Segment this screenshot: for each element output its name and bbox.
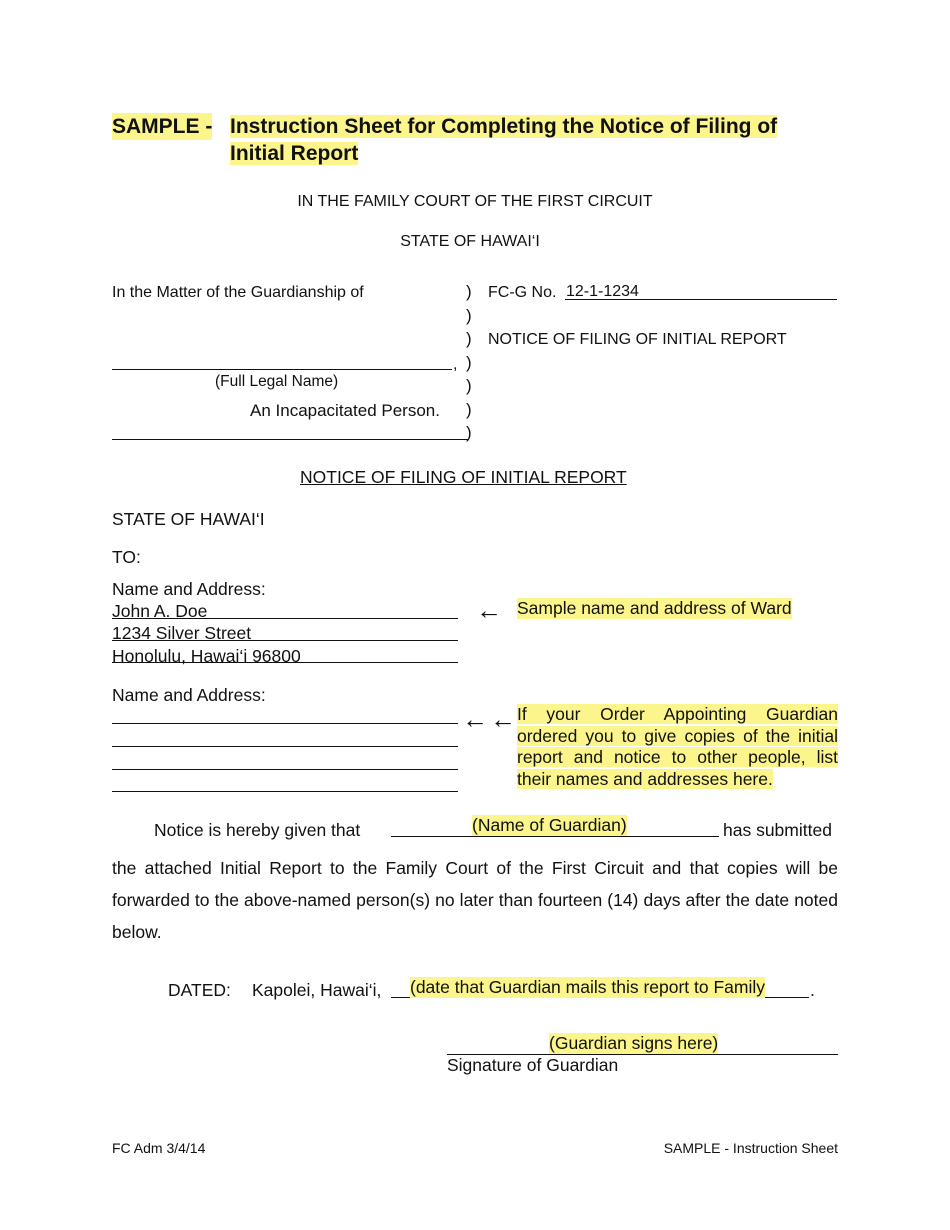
case-number-line xyxy=(565,299,837,300)
guardian-name-placeholder[interactable]: (Name of Guardian) xyxy=(472,815,627,835)
body-state: STATE OF HAWAI‘I xyxy=(112,509,265,529)
dated-label: DATED: xyxy=(168,980,231,1000)
dated-period: . xyxy=(810,980,815,1000)
ward-note: Sample name and address of Ward xyxy=(517,598,792,618)
case-number-value[interactable]: 12-1-1234 xyxy=(566,283,639,300)
ward-city[interactable]: Honolulu, Hawai‘i 96800 xyxy=(112,646,301,666)
title-line-2: Initial Report xyxy=(230,142,359,165)
ward-name-line[interactable] xyxy=(112,369,452,370)
page-title xyxy=(230,113,840,167)
date-placeholder[interactable]: (date that Guardian mails this report to Family xyxy=(410,977,766,997)
sample-label: SAMPLE - xyxy=(112,115,213,138)
arrow-left-icon: ← xyxy=(476,595,502,625)
others-line-3[interactable] xyxy=(112,769,458,770)
court-name: IN THE FAMILY COURT OF THE FIRST CIRCUIT xyxy=(297,193,653,210)
others-line-2[interactable] xyxy=(112,746,458,747)
guardian-name-line[interactable] xyxy=(391,836,719,837)
title-line-1: Instruction Sheet for Completing the Notice of Filing of xyxy=(230,115,778,138)
full-legal-name-label: (Full Legal Name) xyxy=(215,373,339,390)
arrow-left-icon: ← xyxy=(462,704,488,734)
notice-prefix: Notice is hereby given that xyxy=(154,820,361,840)
to-label: TO: xyxy=(112,547,141,567)
dated-place: Kapolei, Hawai‘i, xyxy=(252,980,382,1000)
ward-street[interactable]: 1234 Silver Street xyxy=(112,623,252,643)
caption-document-title: NOTICE OF FILING OF INITIAL REPORT xyxy=(488,331,787,348)
incapacitated-label: An Incapacitated Person. xyxy=(250,401,440,420)
others-note-text: If your Order Appointing Guardian ordered you to give copies of the initial report and notice to other people, list their names and addresses here. xyxy=(517,704,838,789)
caption-parens: ) ) ) ) ) ) ) xyxy=(466,282,472,442)
others-line-1[interactable] xyxy=(112,723,458,724)
others-note xyxy=(517,704,838,790)
others-line-4[interactable] xyxy=(112,791,458,792)
ward-name[interactable]: John A. Doe xyxy=(112,601,208,621)
name-address-label-2: Name and Address: xyxy=(112,685,266,705)
comma: , xyxy=(453,356,458,373)
arrow-left-icon: ← xyxy=(490,704,516,734)
signature-placeholder[interactable]: (Guardian signs here) xyxy=(549,1033,719,1053)
case-number-label: FC-G No. xyxy=(488,284,557,301)
notice-suffix: has submitted xyxy=(723,820,832,840)
footer-left: FC Adm 3/4/14 xyxy=(112,1140,206,1156)
matter-label: In the Matter of the Guardianship of xyxy=(112,284,364,301)
court-state: STATE OF HAWAI‘I xyxy=(400,233,540,250)
ward-line-1 xyxy=(112,618,458,619)
caption-bottom-line xyxy=(112,439,468,440)
ward-line-2 xyxy=(112,640,458,641)
name-address-label-1: Name and Address: xyxy=(112,579,266,599)
signature-label: Signature of Guardian xyxy=(447,1055,619,1075)
ward-line-3 xyxy=(112,662,458,663)
footer-right: SAMPLE - Instruction Sheet xyxy=(663,1140,838,1156)
notice-heading: NOTICE OF FILING OF INITIAL REPORT xyxy=(300,467,627,487)
notice-body: the attached Initial Report to the Family Court of the First Circuit and that copies will be forwarded to the above-named person(s) no later than fourteen (14) days after the date noted below. xyxy=(112,858,838,942)
